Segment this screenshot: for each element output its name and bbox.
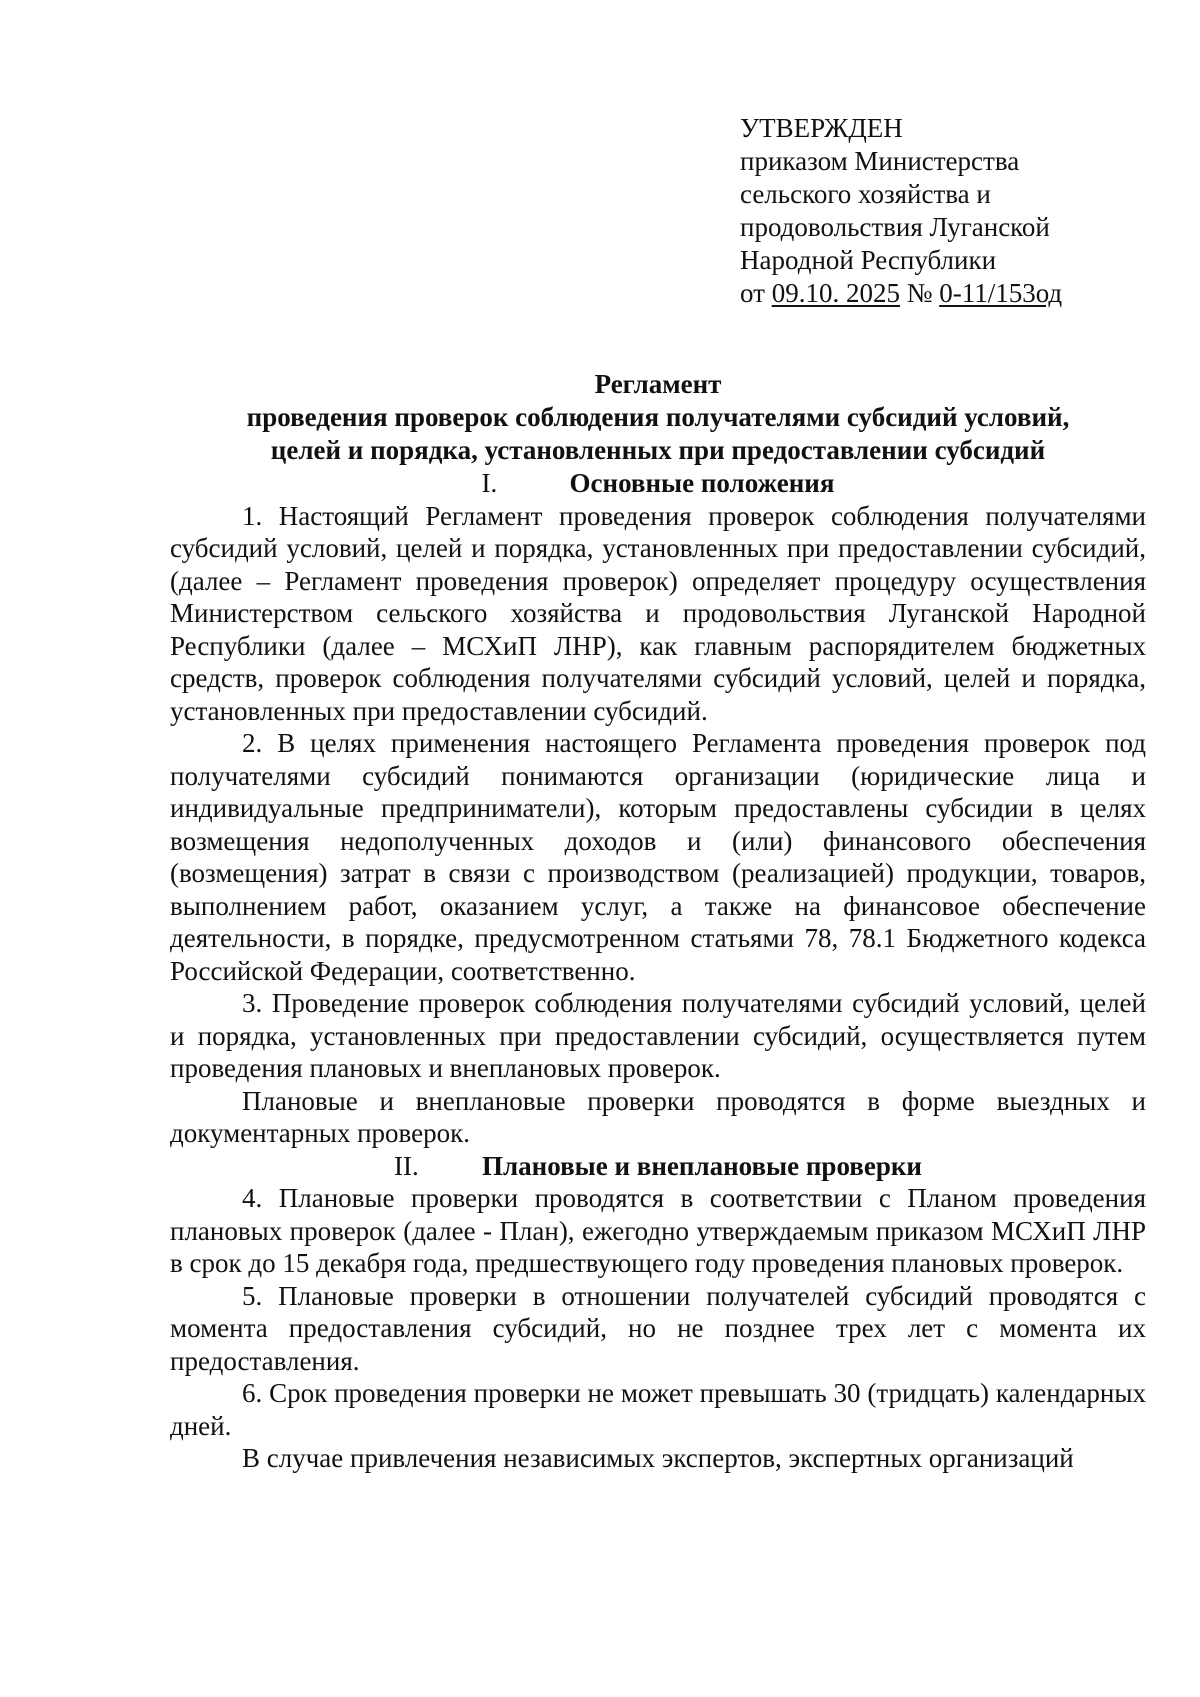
title-line: Регламент bbox=[594, 369, 722, 399]
section-number: I. bbox=[481, 468, 498, 498]
title-line: целей и порядка, установленных при предоставлении субсидий bbox=[270, 435, 1046, 465]
approval-stamp-block bbox=[740, 112, 1160, 310]
paragraph: 6. Срок проведения проверки не может превышать 30 (тридцать) календарных дней. bbox=[170, 1378, 1146, 1441]
paragraph: 3. Проведение проверок соблюдения получателями субсидий условий, целей и порядка, установленных при предоставлении субсидий, осуществляется путем проведения плановых и внеплановых проверок. bbox=[170, 988, 1146, 1083]
title-line: проведения проверок соблюдения получателями субсидий условий, bbox=[246, 402, 1070, 432]
approval-date-prefix: от bbox=[740, 278, 772, 308]
approval-date-line bbox=[740, 277, 1160, 310]
approval-line: сельского хозяйства и bbox=[740, 179, 991, 209]
approval-number: 0-11/153од bbox=[939, 278, 1063, 308]
section-title: Основные положения bbox=[569, 468, 835, 498]
document-body bbox=[170, 467, 1146, 1475]
paragraph: 1. Настоящий Регламент проведения проверок соблюдения получателями субсидий условий, целей и порядка, установленных при предоставлении субсидий, (далее – Регламент проведения проверок) определяет процедуру осуществления Министерством сельского хозяйства и продовольствия Луганской Народной Республики (далее – МСХиП ЛНР), как главным распорядителем бюджетных средств, проверок соблюдения получателями субсидий условий, целей и порядка, установленных при предоставлении субсидий. bbox=[170, 500, 1146, 726]
approval-number-prefix: № bbox=[899, 278, 940, 308]
approval-heading: УТВЕРЖДЕН bbox=[740, 113, 903, 143]
paragraph: 4. Плановые проверки проводятся в соответствии с Планом проведения плановых проверок (далее - План), ежегодно утверждаемым приказом МСХиП ЛНР в срок до 15 декабря года, предшествующего году проведения плановых проверок. bbox=[170, 1183, 1146, 1278]
approval-line: приказом Министерства bbox=[740, 146, 1020, 176]
paragraph: В случае привлечения независимых экспертов, экспертных организаций bbox=[242, 1443, 1074, 1473]
approval-date: 09.10. 2025 bbox=[771, 278, 900, 308]
paragraph: 2. В целях применения настоящего Регламента проведения проверок под получателями субсидий понимаются организации (юридические лица и индивидуальные предприниматели), которым предоставлены субсидии в целях возмещения недополученных доходов и (или) финансового обеспечения (возмещения) затрат в связи с производством (реализацией) продукции, товаров, выполнением работ, оказанием услуг, а также на финансовое обеспечение деятельности, в порядке, предусмотренном статьями 78, 78.1 Бюджетного кодекса Российской Федерации, соответственно. bbox=[170, 728, 1146, 986]
document-title bbox=[170, 368, 1146, 467]
section-heading bbox=[170, 1150, 1146, 1183]
section-number: II. bbox=[394, 1150, 419, 1181]
paragraph: Плановые и внеплановые проверки проводятся в форме выездных и документарных проверок. bbox=[170, 1085, 1146, 1148]
section-heading bbox=[170, 467, 1146, 500]
approval-line: продовольствия Луганской bbox=[740, 212, 1050, 242]
paragraph: 5. Плановые проверки в отношении получателей субсидий проводятся с момента предоставления субсидий, но не позднее трех лет с момента их предоставления. bbox=[170, 1280, 1146, 1376]
approval-line: Народной Республики bbox=[740, 245, 997, 275]
section-title: Плановые и внеплановые проверки bbox=[482, 1150, 922, 1181]
